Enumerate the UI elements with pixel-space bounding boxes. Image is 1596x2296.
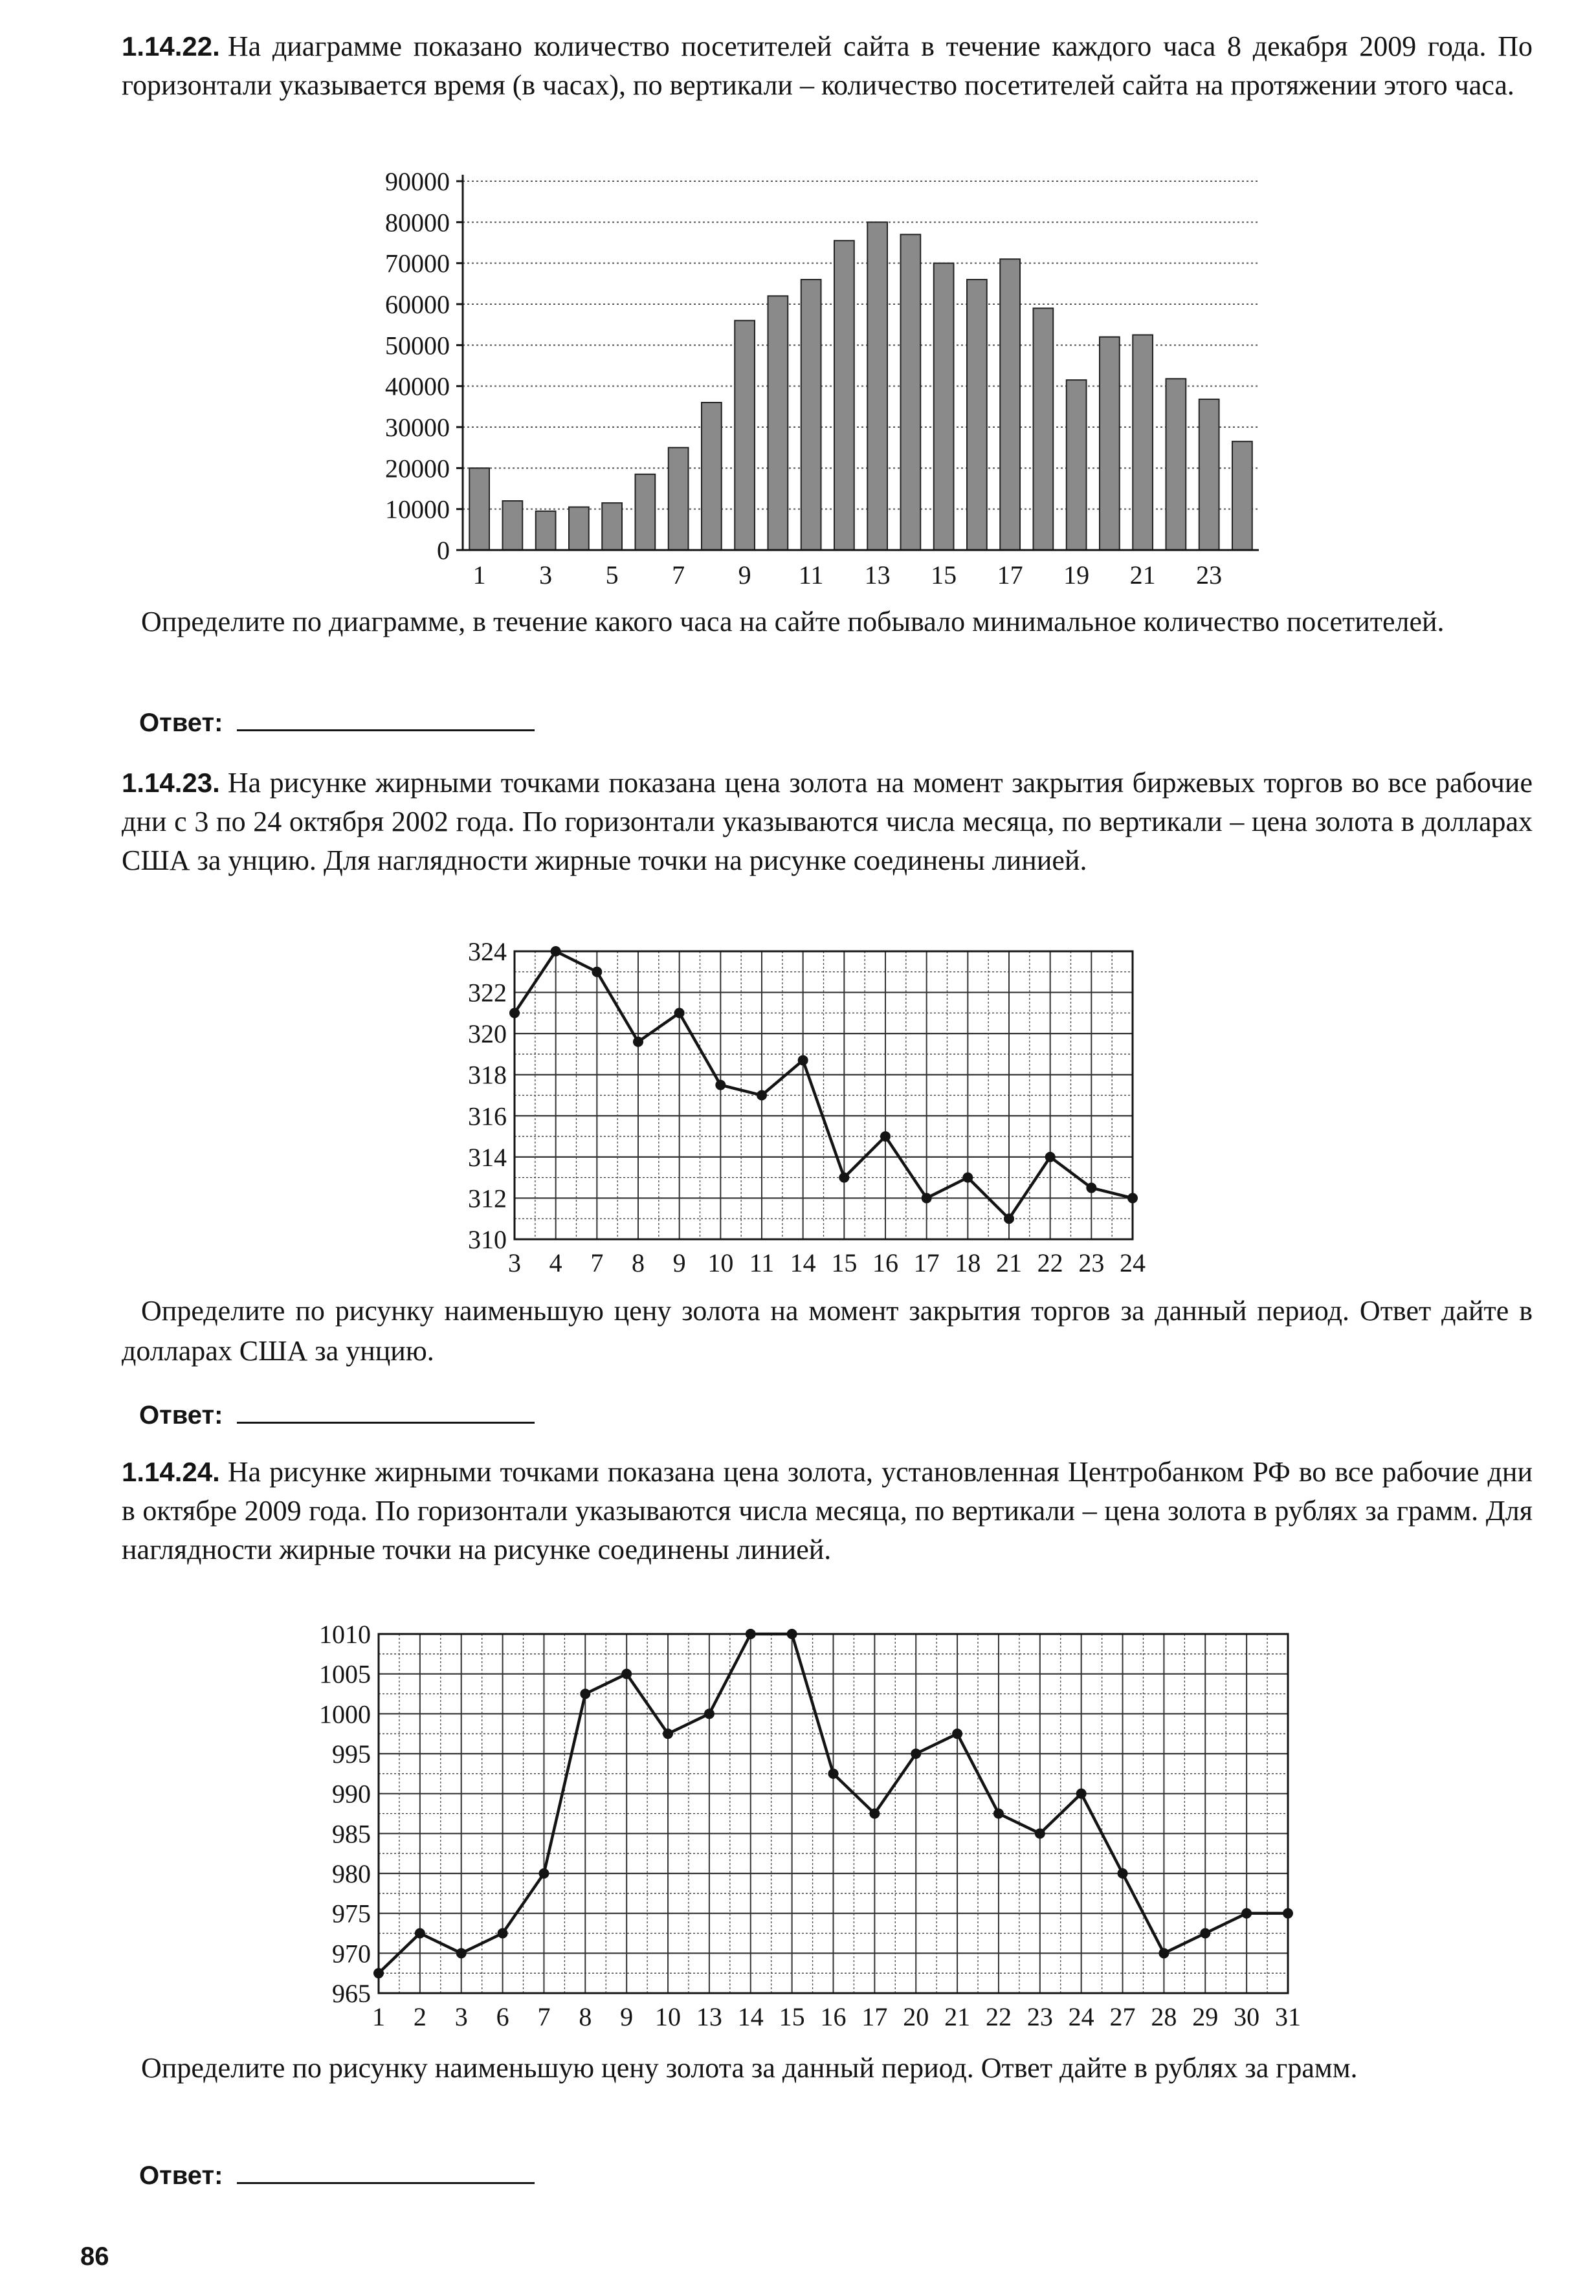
answer-line[interactable]: [237, 1401, 535, 1424]
problem-text: На диаграмме показано количество посетителей сайта в течение каждого часа 8 декабря 2009 года. По горизонтали указывается время (в часах), по вертикали – количество посетителей сайта на протяжении этого часа.: [122, 30, 1533, 101]
x-tick-label: 13: [696, 2002, 722, 2031]
x-tick-label: 23: [1026, 2002, 1053, 2031]
y-tick-label: 50000: [385, 331, 450, 360]
x-tick-label: 21: [1129, 560, 1156, 590]
bar: [669, 448, 689, 550]
bar: [967, 280, 987, 550]
x-tick-label: 15: [931, 560, 957, 590]
data-point: [1076, 1789, 1087, 1799]
x-tick-label: 10: [655, 2002, 682, 2031]
x-tick-label: 3: [508, 1248, 521, 1277]
data-point: [1127, 1193, 1138, 1203]
x-tick-label: 9: [672, 1248, 686, 1277]
x-tick-label: 16: [820, 2002, 847, 2031]
bar: [1232, 441, 1252, 550]
x-tick-label: 14: [737, 2002, 764, 2031]
answer-field-1-14-23[interactable]: [139, 1401, 535, 1430]
data-point: [415, 1928, 425, 1939]
y-tick-label: 965: [332, 1979, 371, 2008]
bar: [602, 503, 622, 550]
problem-1-14-23-statement: [122, 764, 1533, 880]
data-point: [704, 1708, 715, 1719]
problem-text: На рисунке жирными точками показана цена золота, установленная Центробанком РФ во все рабочие дни в октябре 2009 года. По горизонтали указываются числа месяца, по вертикали – цена золота в рублях за грамм. Для наглядности жирные точки на рисунке соединены линией.: [122, 1456, 1533, 1565]
answer-field-1-14-22[interactable]: [139, 709, 535, 738]
x-tick-label: 10: [707, 1248, 734, 1277]
bar: [735, 320, 755, 550]
y-tick-label: 980: [332, 1859, 371, 1888]
bar: [636, 474, 656, 550]
x-tick-label: 24: [1068, 2002, 1094, 2031]
problem-number: 1.14.22.: [122, 31, 220, 61]
data-point: [880, 1131, 891, 1142]
x-tick-label: 11: [798, 560, 824, 590]
data-point: [1045, 1152, 1056, 1162]
x-tick-label: 24: [1120, 1248, 1146, 1277]
y-tick-label: 316: [468, 1101, 507, 1131]
x-tick-label: 27: [1109, 2002, 1136, 2031]
data-point: [456, 1948, 467, 1958]
y-tick-label: 0: [437, 536, 450, 565]
x-tick-label: 9: [738, 560, 751, 590]
x-tick-label: 1: [472, 560, 486, 590]
y-tick-label: 1000: [319, 1699, 371, 1729]
bar: [934, 263, 954, 550]
bar: [1034, 308, 1054, 550]
data-point: [1200, 1928, 1210, 1939]
y-tick-label: 40000: [385, 371, 450, 401]
y-tick-label: 318: [468, 1060, 507, 1090]
bar: [1100, 337, 1120, 550]
x-tick-label: 21: [996, 1248, 1022, 1277]
data-point: [674, 1008, 685, 1018]
bar: [1133, 335, 1153, 551]
y-tick-label: 975: [332, 1899, 371, 1928]
data-point: [922, 1193, 932, 1203]
x-tick-label: 15: [831, 1248, 858, 1277]
data-point: [1086, 1183, 1096, 1193]
data-point: [952, 1728, 962, 1739]
x-tick-label: 22: [1037, 1248, 1063, 1277]
x-tick-label: 15: [779, 2002, 805, 2031]
visitors-bar-chart: [337, 162, 1294, 602]
y-tick-label: 310: [468, 1225, 507, 1254]
data-point: [828, 1769, 839, 1779]
bar: [901, 234, 921, 550]
bar: [1166, 379, 1186, 550]
y-tick-label: 10000: [385, 494, 450, 524]
problem-number: 1.14.23.: [122, 767, 220, 798]
data-point: [787, 1629, 797, 1639]
data-point: [621, 1669, 632, 1679]
data-point: [1118, 1868, 1128, 1879]
data-point: [592, 967, 602, 977]
data-point: [663, 1728, 673, 1739]
answer-line[interactable]: [237, 2161, 535, 2184]
x-tick-label: 17: [861, 2002, 888, 2031]
data-point: [911, 1749, 921, 1759]
y-tick-label: 20000: [385, 454, 450, 483]
data-point: [1241, 1908, 1252, 1919]
problem-1-14-24-statement: [122, 1453, 1533, 1569]
bar: [536, 511, 556, 550]
problem-text: На рисунке жирными точками показана цена золота на момент закрытия биржевых торгов во все рабочие дни с 3 по 24 октября 2002 года. По горизонтали указываются числа месяца, по вертикали – цена золота в долларах США за унцию. Для наглядности жирные точки на рисунке соединены линией.: [122, 767, 1533, 876]
data-point: [798, 1055, 808, 1065]
answer-line[interactable]: [237, 709, 535, 731]
data-point: [1004, 1213, 1014, 1224]
bar: [503, 501, 523, 550]
data-point: [509, 1008, 520, 1018]
x-tick-label: 30: [1234, 2002, 1260, 2031]
x-tick-label: 13: [864, 560, 891, 590]
data-point: [962, 1173, 973, 1183]
x-tick-label: 23: [1196, 560, 1223, 590]
y-tick-label: 30000: [385, 413, 450, 442]
y-tick-label: 324: [468, 937, 507, 966]
y-tick-label: 970: [332, 1939, 371, 1969]
answer-label: Ответ:: [139, 2161, 223, 2190]
x-tick-label: 19: [1063, 560, 1090, 590]
data-point: [746, 1629, 756, 1639]
x-tick-label: 8: [579, 2002, 592, 2031]
x-tick-label: 2: [413, 2002, 427, 2031]
x-tick-label: 28: [1151, 2002, 1177, 2031]
x-tick-label: 3: [539, 560, 553, 590]
x-tick-label: 9: [620, 2002, 634, 2031]
y-tick-label: 80000: [385, 208, 450, 237]
data-point: [633, 1037, 643, 1047]
x-tick-label: 18: [955, 1248, 981, 1277]
x-tick-label: 6: [496, 2002, 509, 2031]
bar: [867, 222, 887, 550]
bar: [834, 241, 854, 550]
x-tick-label: 31: [1275, 2002, 1301, 2031]
bar: [1067, 380, 1087, 550]
y-tick-label: 1005: [319, 1659, 371, 1689]
y-tick-label: 1010: [319, 1620, 371, 1649]
gold-price-usd-chart: [440, 932, 1165, 1281]
problem-number: 1.14.24.: [122, 1457, 220, 1487]
bar: [1199, 399, 1219, 550]
x-tick-label: 3: [454, 2002, 468, 2031]
bar: [1000, 259, 1020, 550]
x-tick-label: 7: [537, 2002, 551, 2031]
x-tick-label: 21: [944, 2002, 971, 2031]
data-point: [839, 1173, 849, 1183]
data-point: [551, 946, 561, 956]
data-point: [538, 1868, 549, 1879]
x-tick-label: 29: [1192, 2002, 1219, 2031]
x-tick-label: 14: [790, 1248, 816, 1277]
x-tick-label: 22: [985, 2002, 1012, 2031]
answer-label: Ответ:: [139, 1401, 223, 1429]
x-tick-label: 17: [997, 560, 1023, 590]
y-tick-label: 60000: [385, 290, 450, 319]
data-point: [715, 1080, 726, 1090]
data-point: [757, 1090, 767, 1101]
bar: [702, 403, 722, 550]
y-tick-label: 312: [468, 1184, 507, 1213]
x-tick-label: 4: [549, 1248, 562, 1277]
bar: [768, 296, 788, 550]
x-tick-label: 17: [913, 1248, 940, 1277]
y-tick-label: 985: [332, 1819, 371, 1849]
x-tick-label: 8: [632, 1248, 645, 1277]
x-tick-label: 23: [1078, 1248, 1105, 1277]
x-tick-label: 20: [903, 2002, 929, 2031]
data-point: [1035, 1828, 1045, 1838]
y-tick-label: 995: [332, 1739, 371, 1769]
y-tick-label: 322: [468, 978, 507, 1008]
bar: [469, 468, 489, 550]
x-tick-label: 16: [872, 1248, 898, 1277]
y-tick-label: 320: [468, 1019, 507, 1049]
x-tick-label: 1: [372, 2002, 385, 2031]
data-point: [869, 1809, 880, 1819]
data-point: [1158, 1948, 1169, 1958]
data-point: [580, 1689, 590, 1699]
x-tick-label: 7: [590, 1248, 604, 1277]
problem-1-14-24-question: Определите по рисунку наименьшую цену золота за данный период. Ответ дайте в рублях за грамм.: [141, 2052, 1358, 2084]
y-tick-label: 990: [332, 1779, 371, 1809]
problem-1-14-22-question: Определите по диаграмме, в течение какого часа на сайте побывало минимальное количество посетителей.: [141, 606, 1445, 637]
y-tick-label: 90000: [385, 167, 450, 196]
x-tick-label: 5: [605, 560, 619, 590]
data-point: [373, 1968, 384, 1978]
problem-1-14-23-question: Определите по рисунку наименьшую цену золота на момент закрытия торгов за данный период. Ответ дайте в долларах США за унцию.: [122, 1295, 1533, 1367]
answer-field-1-14-24[interactable]: [139, 2161, 535, 2191]
bar: [569, 507, 589, 551]
y-tick-label: 70000: [385, 248, 450, 278]
x-tick-label: 11: [749, 1248, 775, 1277]
problem-1-14-22-statement: [122, 27, 1533, 105]
data-point: [1283, 1908, 1293, 1919]
page-number: 86: [80, 2242, 109, 2271]
y-tick-label: 314: [468, 1142, 507, 1172]
data-point: [993, 1809, 1004, 1819]
gold-price-rub-chart: [272, 1615, 1320, 2035]
answer-label: Ответ:: [139, 709, 223, 737]
x-tick-label: 7: [672, 560, 685, 590]
bar: [801, 280, 821, 550]
data-point: [498, 1928, 508, 1939]
